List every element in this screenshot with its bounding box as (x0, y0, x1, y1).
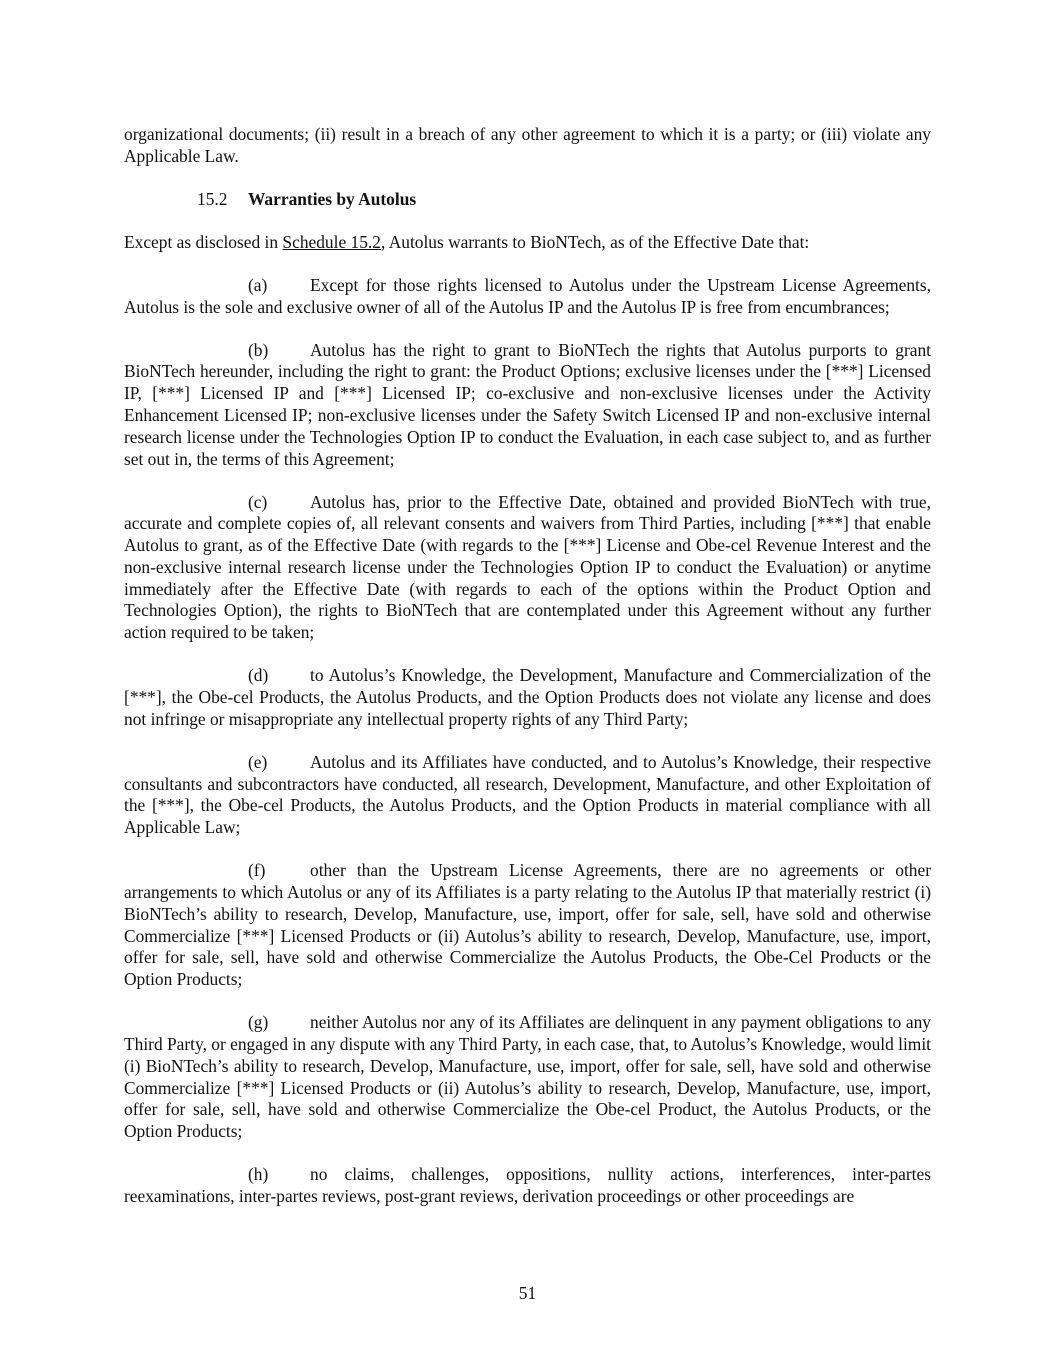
clause-f (124, 860, 931, 991)
clause-c (124, 492, 931, 645)
section-heading (124, 189, 931, 211)
clause-label: (a) (248, 274, 268, 295)
intro-paragraph (124, 232, 931, 254)
clause-label: (e) (248, 751, 268, 772)
clause-text: no claims, challenges, oppositions, nullity actions, interferences, inter-partes reexaminations, inter-partes reviews, post-grant reviews, derivation proceedings or other proceedings are (124, 1164, 931, 1206)
clause-d (124, 665, 931, 730)
clause-label: (g) (248, 1012, 269, 1033)
clause-text: Autolus has the right to grant to BioNTech the rights that Autolus purports to grant BioNTech hereunder, including the right to grant: the Product Options; exclusive licenses under the [***] Licensed IP, [***] Licensed IP and [***] Licensed IP; co-exclusive and non-exclusive licenses under the Activity Enhancement Licensed IP; non-exclusive licenses under the Safety Switch Licensed IP and non-exclusive internal research license under the Technologies Option IP to conduct the Evaluation, in each case subject to, and as further set out in, the terms of this Agreement; (124, 339, 931, 469)
page-number: 51 (518, 1283, 537, 1303)
clause-a (124, 275, 931, 319)
clause-label: (c) (248, 491, 268, 512)
intro-suffix: , Autolus warrants to BioNTech, as of the Effective Date that: (380, 231, 810, 252)
clause-text: Except for those rights licensed to Autolus under the Upstream License Agreements, Autolus is the sole and exclusive owner of all of the Autolus IP and the Autolus IP is free from encumbrances; (124, 274, 931, 317)
continuation-paragraph: organizational documents; (ii) result in a breach of any other agreement to which it is a party; or (iii) violate any Applicable Law. (124, 124, 931, 166)
document-body (124, 124, 931, 1229)
schedule-reference: Schedule 15.2 (282, 231, 381, 252)
section-number: 15.2 (197, 188, 228, 209)
clause-e (124, 752, 931, 839)
clause-text: Autolus has, prior to the Effective Date, obtained and provided BioNTech with true, accurate and complete copies of, all relevant consents and waivers from Third Parties, including [***] that enable Autolus to grant, as of the Effective Date (with regards to the [***] License and Obe-cel Revenue Interest and the non-exclusive internal research license under the Technologies Option IP to conduct the Evaluation) or anytime immediately after the Effective Date (with regards to each of the options within the Product Option and Technologies Option), the rights to BioNTech that are contemplated under this Agreement without any further action required to be taken; (124, 491, 931, 643)
clause-text: to Autolus’s Knowledge, the Development, Manufacture and Commercialization of the [***], the Obe-cel Products, the Autolus Products, and the Option Products does not violate any license and does not infringe or misappropriate any intellectual property rights of any Third Party; (124, 665, 931, 729)
clause-label: (h) (248, 1164, 269, 1185)
intro-prefix: Except as disclosed in (124, 231, 283, 252)
clause-text: neither Autolus nor any of its Affiliates are delinquent in any payment obligations to any Third Party, or engaged in any dispute with any Third Party, in each case, that, to Autolus’s Knowledge, would limit (i) BioNTech’s ability to research, Develop, Manufacture, use, import, offer for sale, sell, have sold and otherwise Commercialize [***] Licensed Products or (ii) Autolus’s ability to research, Develop, Manufacture, use, import, offer for sale, sell, have sold and otherwise Commercialize the Obe-cel Product, the Autolus Products, or the Option Products; (124, 1012, 931, 1142)
section-title: Warranties by Autolus (248, 188, 417, 209)
clause-text: Autolus and its Affiliates have conducted, and to Autolus’s Knowledge, their respective consultants and subcontractors have conducted, all research, Development, Manufacture, and other Exploitation of the [***], the Obe-cel Products, the Autolus Products, and the Option Products in material compliance with all Applicable Law; (124, 751, 931, 838)
clause-h (124, 1164, 931, 1208)
clause-label: (f) (248, 860, 266, 881)
clause-label: (d) (248, 665, 269, 686)
clause-g (124, 1012, 931, 1143)
clause-label: (b) (248, 339, 269, 360)
clause-b (124, 340, 931, 471)
clause-text: other than the Upstream License Agreements, there are no agreements or other arrangements to which Autolus or any of its Affiliates is a party relating to the Autolus IP that materially restrict (i) BioNTech’s ability to research, Develop, Manufacture, use, import, offer for sale, sell, have sold and otherwise Commercialize [***] Licensed Products or (ii) Autolus’s ability to research, Develop, Manufacture, use, import, offer for sale, sell, have sold and otherwise Commercialize the Autolus Products, the Obe-Cel Products or the Option Products; (124, 860, 931, 990)
